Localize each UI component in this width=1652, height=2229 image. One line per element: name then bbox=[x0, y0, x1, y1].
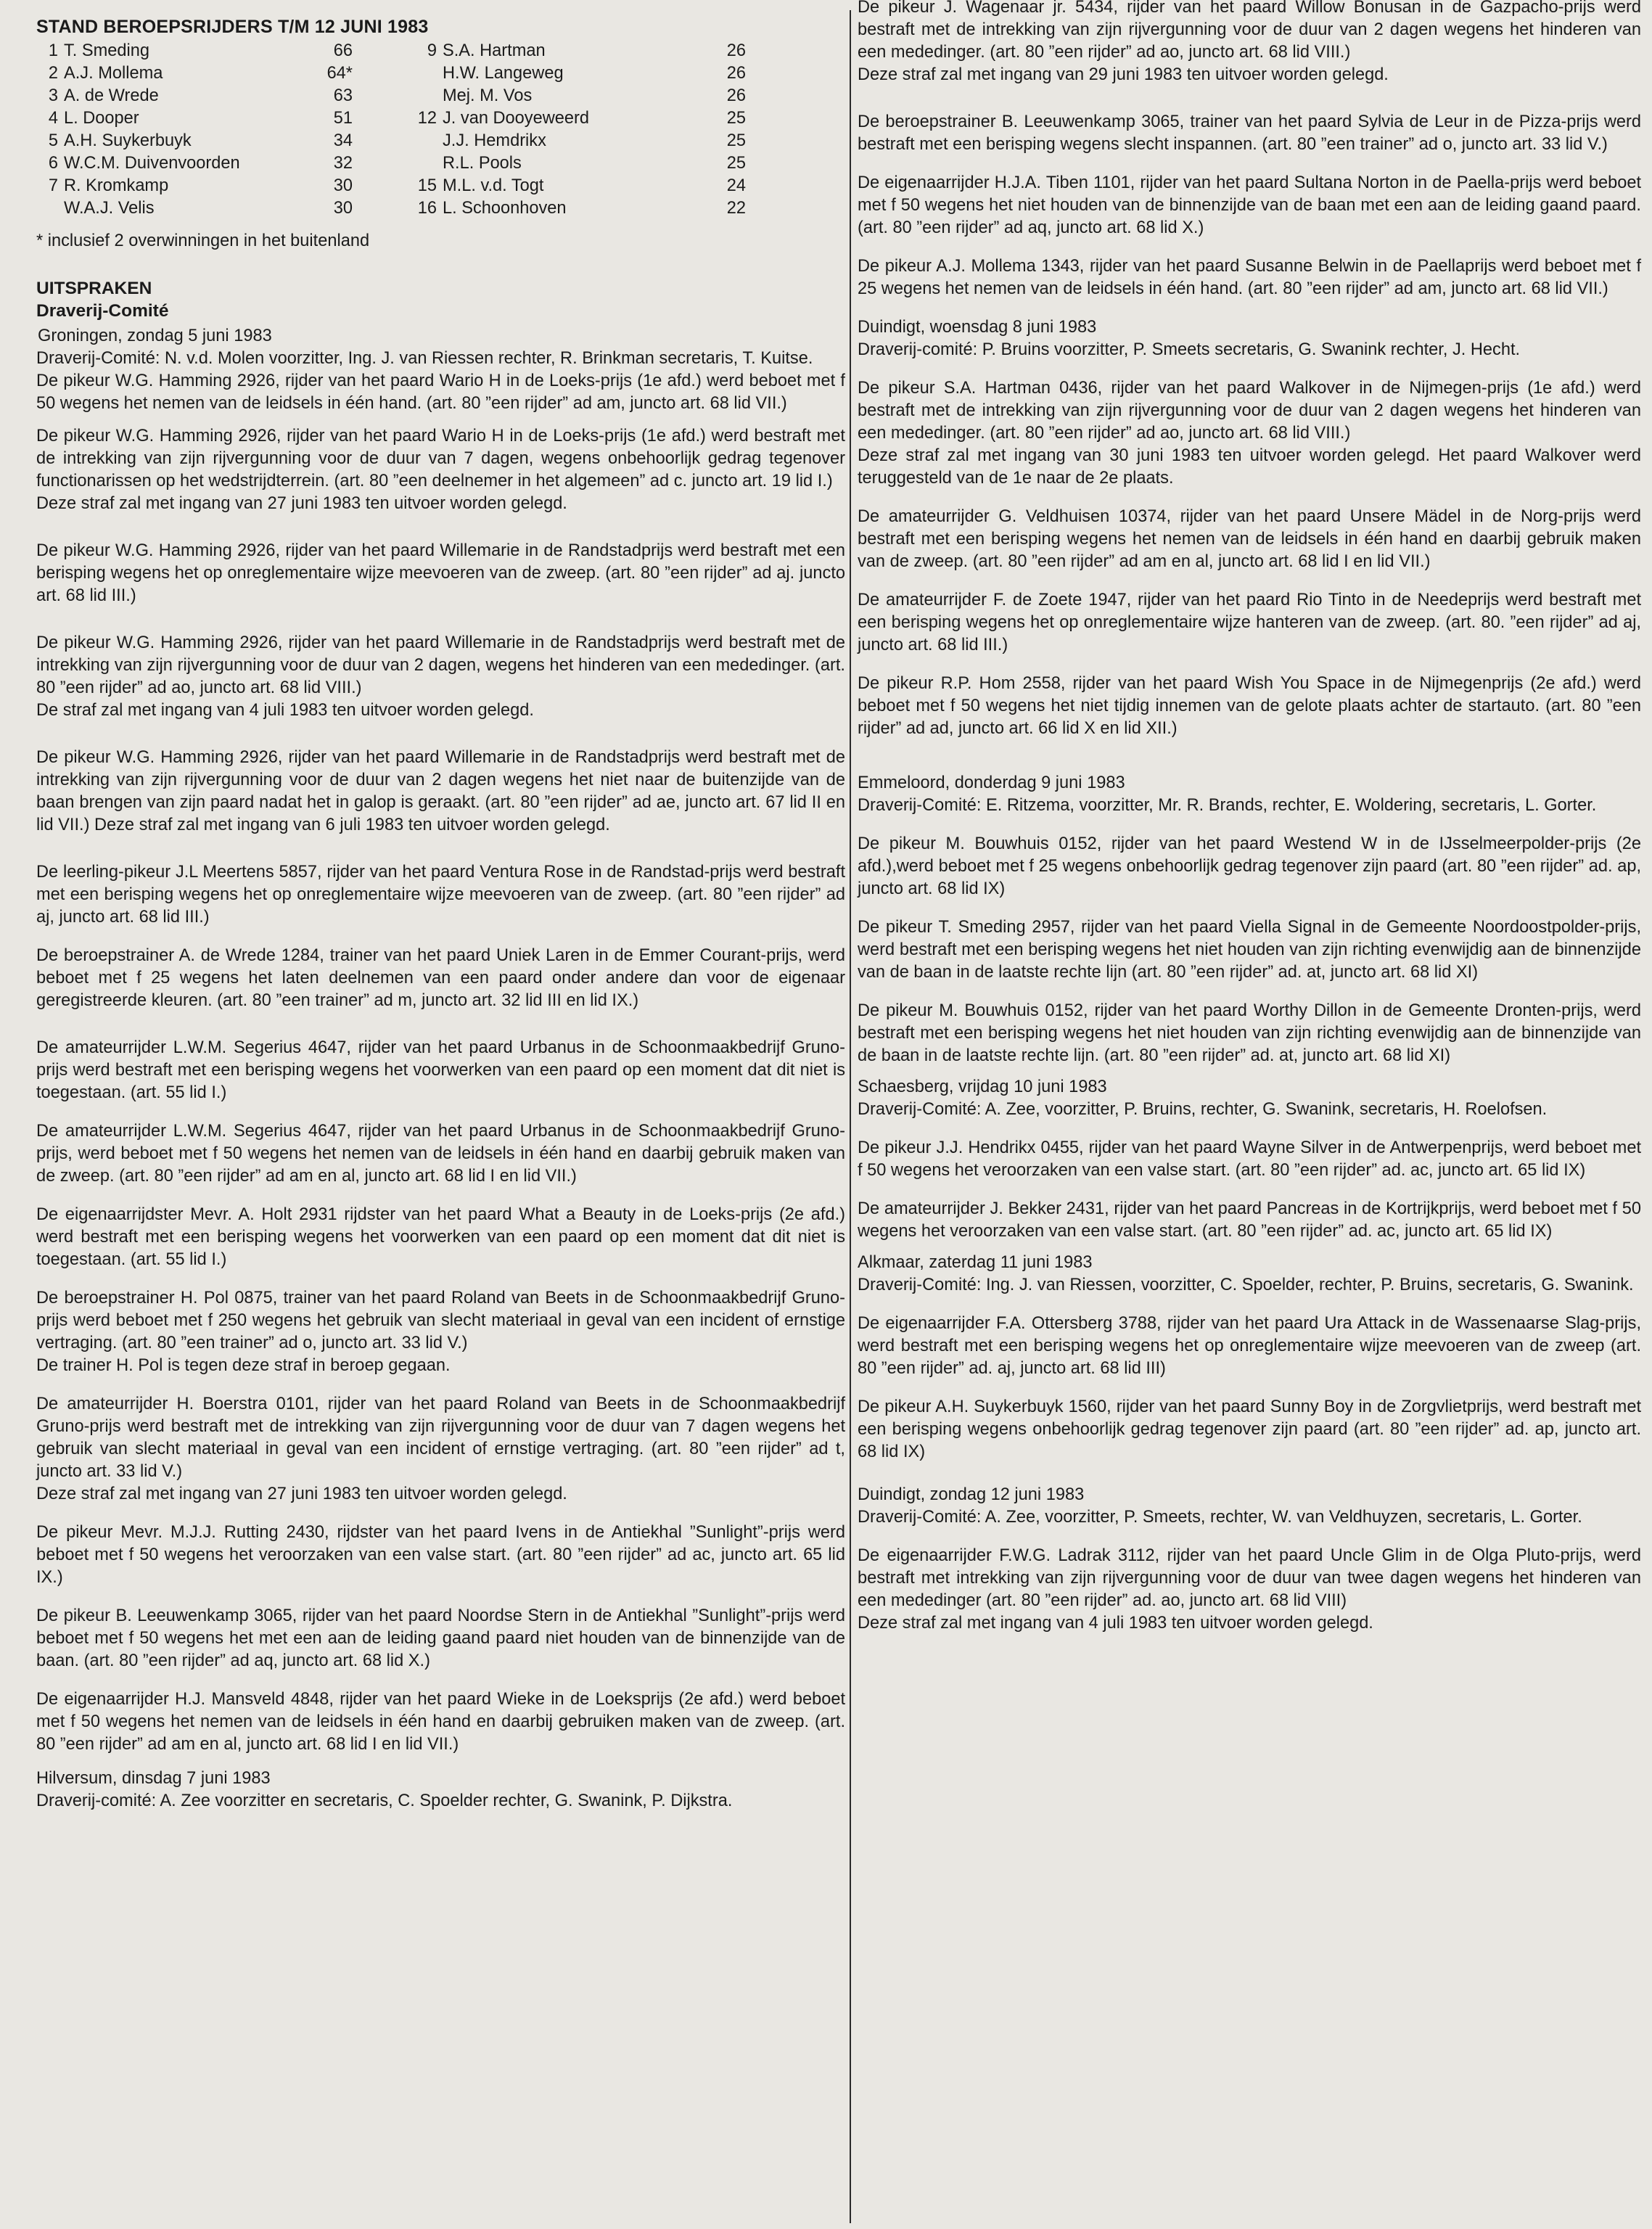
standing-name: A.J. Mollema bbox=[64, 64, 163, 83]
ruling-text: De pikeur R.P. Hom 2558, rijder van het paard Wish You Space in de Nijmegenprijs (2e afd.) werd beboet met f 50 wegens het niet tijdig innemen van de gelote plaats achter de startauto. (art. 80 ”een rijder” ad ad, juncto art. 66 lid X en lid XII.) bbox=[858, 674, 1641, 738]
standing-rank: 5 bbox=[48, 131, 58, 150]
ruling-text: De eigenaarrijder H.J. Mansveld 4848, rijder van het paard Wieke in de Loeksprijs (2e afd.) werd beboet met f 50 wegens het nemen van de leidsels in één hand en daarbij gebruiken maken van de zweep. (art. 80 ”een rijder” ad am en al, juncto art. 68 lid I en lid VII.) bbox=[36, 1690, 845, 1754]
standing-points: 63 bbox=[333, 86, 353, 105]
meeting-header bbox=[858, 1252, 1641, 1297]
meeting-members: Draverij-Comité: N. v.d. Molen voorzitter, Ing. J. van Riessen rechter, R. Brinkman secretaris, T. Kuitse. bbox=[36, 349, 813, 368]
meeting-header bbox=[858, 316, 1641, 361]
standing-spacer bbox=[358, 62, 409, 85]
meeting-place: Hilversum, dinsdag 7 juni 1983 bbox=[36, 1769, 271, 1788]
ruling-text: De eigenaarrijdster Mevr. A. Holt 2931 rijdster van het paard What a Beauty in de Loeks-prijs (2e afd.) werd bestraft met een berisping wegens het voorwerken van een paard op een moment dat dit niet is toegestaan. (art. 55 lid I.) bbox=[36, 1205, 845, 1269]
meeting-members: Draverij-Comité: E. Ritzema, voorzitter, Mr. R. Brands, rechter, E. Woldering, secretaris, L. Gorter. bbox=[858, 796, 1597, 815]
meeting-members: Draverij-comité: P. Bruins voorzitter, P. Smeets secretaris, G. Swanink rechter, J. Hecht. bbox=[858, 340, 1521, 359]
standing-rank bbox=[415, 130, 437, 152]
ruling bbox=[858, 377, 1641, 490]
standing-rank: 16 bbox=[417, 199, 437, 218]
ruling bbox=[858, 1000, 1641, 1067]
section-title: UITSPRAKEN bbox=[36, 279, 152, 298]
meeting-place: Duindigt, woensdag 8 juni 1983 bbox=[858, 318, 1097, 337]
ruling-text: De pikeur W.G. Hamming 2926, rijder van het paard Willemarie in de Randstadprijs werd bestraft met een berisping wegens het op onreglementaire wijze meevoeren van de zweep. (art. 80 ”een rijder” ad aj. juncto art. 68 lid III.) bbox=[36, 541, 845, 605]
standing-points: 22 bbox=[726, 199, 746, 218]
ruling bbox=[36, 425, 845, 515]
meeting-members: Draverij-Comité: A. Zee, voorzitter, P. Smeets, rechter, W. van Veldhuyzen, secretaris, L. Gorter. bbox=[858, 1508, 1582, 1527]
meeting-place: Emmeloord, donderdag 9 juni 1983 bbox=[858, 773, 1125, 792]
ruling-text: De beroepstrainer H. Pol 0875, trainer van het paard Roland van Beets in de Schoonmaakbedrijf Gruno-prijs werd beboet met f 250 wegens het gebruik van slecht materiaal in geval van een incident of ernstige vertraging. (art. 80 ”een trainer” ad o, juncto art. 33 lid V.) bbox=[36, 1289, 845, 1352]
standing-name: L. Dooper bbox=[64, 109, 139, 128]
ruling-text: De pikeur B. Leeuwenkamp 3065, rijder van het paard Noordse Stern in de Antiekhal ”Sunlight”-prijs werd beboet met f 50 wegens het met een aan de leiding gaand paard niet houden van de binnenzijde van de baan. (art. 80 ”een rijder” ad aq, juncto art. 68 lid X.) bbox=[36, 1606, 845, 1670]
ruling bbox=[858, 1396, 1641, 1464]
ruling bbox=[858, 833, 1641, 900]
ruling bbox=[858, 1545, 1641, 1635]
ruling-text: De pikeur T. Smeding 2957, rijder van het paard Viella Signal in de Gemeente Noordoostpolder-prijs, werd bestraft met een berisping wegens het niet houden van zijn richting evenwijdig aan de binnenzijde van de baan in de laatste rechte lijn (art. 80 ”een rijder” ad. at, juncto art. 68 lid XI) bbox=[858, 918, 1641, 982]
standing-spacer bbox=[358, 197, 409, 220]
standing-name: L. Schoonhoven bbox=[443, 199, 567, 218]
ruling bbox=[858, 673, 1641, 740]
standing-name: W.A.J. Velis bbox=[64, 199, 155, 218]
meeting-header bbox=[36, 325, 845, 370]
ruling-text: De amateurrijder H. Boerstra 0101, rijder van het paard Roland van Beets in de Schoonmaakbedrijf Gruno-prijs werd bestraft met de intrekking van zijn rijvergunning voor de duur van 7 dagen wegens het gebruik van slecht materiaal in geval van een incident of ernstige vertraging. (art. 80 ”een rijder” ad t, juncto art. 33 lid V.) bbox=[36, 1395, 845, 1481]
ruling bbox=[858, 506, 1641, 573]
ruling bbox=[36, 1120, 845, 1188]
ruling bbox=[36, 1688, 845, 1756]
ruling-text: De leerling-pikeur J.L Meertens 5857, rijder van het paard Ventura Rose in de Randstad-prijs werd bestraft met een berisping wegens het op onreglementaire wijze meevoeren van de zweep. (art. 80 ”een rijder” ad aj, juncto art. 68 lid III.) bbox=[36, 863, 845, 927]
standing-points: 51 bbox=[333, 109, 353, 128]
ruling bbox=[36, 632, 845, 722]
ruling bbox=[36, 1605, 845, 1672]
ruling bbox=[36, 861, 845, 929]
ruling-text: De pikeur J.J. Hendrikx 0455, rijder van het paard Wayne Silver in de Antwerpenprijs, werd beboet met f 50 wegens het veroorzaken van een valse start. (art. 80 ”een rijder” ad. ac, juncto art. 65 lid IX) bbox=[858, 1138, 1641, 1180]
ruling-note: Deze straf zal met ingang van 27 juni 1983 ten uitvoer worden gelegd. bbox=[36, 494, 567, 513]
standing-name: A. de Wrede bbox=[64, 86, 159, 105]
standing-points: 30 bbox=[333, 176, 353, 195]
standing-spacer bbox=[358, 85, 409, 107]
ruling bbox=[36, 1287, 845, 1377]
standing-rank: 7 bbox=[48, 176, 58, 195]
standing-rank: 12 bbox=[417, 109, 437, 128]
meeting-header bbox=[858, 1076, 1641, 1121]
standing-spacer bbox=[358, 130, 409, 152]
meeting-header bbox=[36, 1768, 845, 1813]
standing-points: 25 bbox=[726, 131, 746, 150]
meeting-place: Duindigt, zondag 12 juni 1983 bbox=[858, 1485, 1085, 1504]
standing-name: H.W. Langeweg bbox=[443, 64, 564, 83]
meeting-members: Draverij-Comité: Ing. J. van Riessen, voorzitter, C. Spoelder, rechter, P. Bruins, secretaris, G. Swanink. bbox=[858, 1276, 1634, 1294]
ruling-text: De pikeur W.G. Hamming 2926, rijder van het paard Willemarie in de Randstadprijs werd bestraft met de intrekking van zijn rijvergunning voor de duur van 2 dagen wegens het niet naar de buitenzijde van de baan brengen van zijn paard nadat het in galop is geraakt. (art. 80 ”een rijder” ad ae, juncto art. 67 lid II en lid VII.) Deze straf zal met ingang van 6 juli 1983 ten uitvoer worden gelegd. bbox=[36, 748, 845, 834]
ruling-text: De amateurrijder F. de Zoete 1947, rijder van het paard Rio Tinto in de Needeprijs werd bestraft met een berisping wegens het op onreglementaire wijze hanteren van de zweep. (art. 80. ”een rijder” ad aj, juncto art. 68 lid III.) bbox=[858, 591, 1641, 654]
standing-points: 64* bbox=[326, 64, 353, 83]
standing-points: 25 bbox=[726, 154, 746, 173]
meeting-place: Groningen, zondag 5 juni 1983 bbox=[38, 327, 272, 345]
standing-points: 24 bbox=[726, 176, 746, 195]
ruling-note: De straf zal met ingang van 4 juli 1983 ten uitvoer worden gelegd. bbox=[36, 701, 534, 720]
standing-rank bbox=[415, 62, 437, 85]
meeting-members: Draverij-Comité: A. Zee, voorzitter, P. Bruins, rechter, G. Swanink, secretaris, H. Roelofsen. bbox=[858, 1100, 1548, 1119]
ruling bbox=[36, 1522, 845, 1589]
meeting-place: Alkmaar, zaterdag 11 juni 1983 bbox=[858, 1253, 1093, 1272]
standing-rank bbox=[415, 152, 437, 175]
ruling-note: De trainer H. Pol is tegen deze straf in beroep gegaan. bbox=[36, 1356, 451, 1375]
standing-spacer bbox=[358, 152, 409, 175]
standing-rank: 3 bbox=[48, 86, 58, 105]
standing-rank bbox=[415, 85, 437, 107]
meeting-header bbox=[858, 772, 1641, 817]
ruling-text: De pikeur Mevr. M.J.J. Rutting 2430, rijdster van het paard Ivens in de Antiekhal ”Sunlight”-prijs werd beboet met f 50 wegens het veroorzaken van een valse start. (art. 80 ”een rijder” ad ac, juncto art. 65 lid IX.) bbox=[36, 1523, 845, 1587]
standing-points: 26 bbox=[726, 64, 746, 83]
ruling bbox=[36, 1037, 845, 1104]
ruling-note: Deze straf zal met ingang van 4 juli 1983 ten uitvoer worden gelegd. bbox=[858, 1614, 1373, 1633]
standing-rank: 15 bbox=[417, 176, 437, 195]
ruling bbox=[36, 540, 845, 607]
right-column bbox=[858, 0, 1641, 1635]
standing-rank bbox=[36, 197, 58, 220]
standing-rank: 2 bbox=[48, 64, 58, 83]
standing-name: Mej. M. Vos bbox=[443, 86, 533, 105]
standing-name: R.L. Pools bbox=[443, 154, 522, 173]
stand-title: STAND BEROEPSRIJDERS T/M 12 JUNI 1983 bbox=[36, 17, 429, 37]
ruling bbox=[858, 1198, 1641, 1243]
meeting-members: Draverij-comité: A. Zee voorzitter en secretaris, C. Spoelder rechter, G. Swanink, P. Dijkstra. bbox=[36, 1791, 733, 1810]
ruling-text: De pikeur W.G. Hamming 2926, rijder van het paard Willemarie in de Randstadprijs werd bestraft met de intrekking van zijn rijvergunning voor de duur van 2 dagen, wegens het hinderen van een mededinger. (art. 80 ”een rijder” ad ao, juncto art. 68 lid VIII.) bbox=[36, 633, 845, 697]
left-column bbox=[36, 16, 845, 1813]
ruling-text: De eigenaarrijder H.J.A. Tiben 1101, rijder van het paard Sultana Norton in de Paella-prijs werd beboet met f 50 wegens het niet houden van de binnenzijde van de baan met een aan de leiding gaand paard. (art. 80 ”een rijder” ad aq, juncto art. 68 lid X.) bbox=[858, 173, 1641, 237]
ruling-text: De amateurrijder G. Veldhuisen 10374, rijder van het paard Unsere Mädel in de Norg-prijs werd bestraft met een berisping wegens het nemen van de leidsels in één hand en daarbij gebruik maken van de zweep. (art. 80 ”een rijder” ad am en al, juncto art. 68 lid I en lid VII.) bbox=[858, 507, 1641, 571]
meeting-header bbox=[858, 1484, 1641, 1529]
standing-points: 66 bbox=[333, 41, 353, 60]
ruling-text: De pikeur A.H. Suykerbuyk 1560, rijder van het paard Sunny Boy in de Zorgvlietprijs, werd bestraft met een berisping wegens onbehoorlijk gedrag tegenover zijn paard (art. 80 ”een rijder” ad. ap, juncto art. 68 lid IX) bbox=[858, 1397, 1641, 1461]
ruling bbox=[858, 172, 1641, 239]
ruling bbox=[36, 1204, 845, 1271]
ruling-text: De pikeur M. Bouwhuis 0152, rijder van het paard Westend W in de IJsselmeerpolder-prijs (2e afd.),werd beboet met f 25 wegens onbehoorlijk gedrag tegenover zijn paard (art. 80 ”een rijder” ad. ap, juncto art. 68 lid IX) bbox=[858, 834, 1641, 898]
standing-points: 32 bbox=[333, 154, 353, 173]
ruling bbox=[858, 111, 1641, 156]
standing-name: J.J. Hemdrikx bbox=[443, 131, 546, 150]
ruling bbox=[36, 747, 845, 837]
ruling-text: De pikeur M. Bouwhuis 0152, rijder van het paard Worthy Dillon in de Gemeente Dronten-prijs, werd bestraft met een berisping wegens het niet houden van zijn richting evenwijdig aan de binnenzijde van de baan in de laatste rechte lijn. (art. 80 ”een rijder” ad. at, juncto art. 68 lid XI) bbox=[858, 1001, 1641, 1065]
ruling bbox=[858, 589, 1641, 657]
standing-points: 26 bbox=[726, 41, 746, 60]
ruling bbox=[858, 1137, 1641, 1182]
standing-points: 34 bbox=[333, 131, 353, 150]
ruling bbox=[858, 916, 1641, 984]
standing-rank: 6 bbox=[48, 154, 58, 173]
standing-name: T. Smeding bbox=[64, 41, 150, 60]
ruling bbox=[858, 0, 1641, 86]
standing-points: 30 bbox=[333, 199, 353, 218]
ruling-text: De beroepstrainer A. de Wrede 1284, trainer van het paard Uniek Laren in de Emmer Courant-prijs, werd beboet met f 25 wegens het laten deelnemen van een paard onder andere dan voor de eigenaar geregistreerde kleuren. (art. 80 ”een trainer” ad m, juncto art. 32 lid III en lid IX.) bbox=[36, 946, 845, 1010]
ruling-note: Deze straf zal met ingang van 27 juni 1983 ten uitvoer worden gelegd. bbox=[36, 1485, 567, 1503]
ruling-text: De pikeur W.G. Hamming 2926, rijder van het paard Wario H in de Loeks-prijs (1e afd.) werd bestraft met de intrekking van zijn rijvergunning voor de duur van 7 dagen, wegens onbehoorlijk gedrag tegenover functionarissen op het wedstrijdterrein. (art. 80 ”een deelnemer in het algemeen” ad c. juncto art. 19 lid I.) bbox=[36, 427, 845, 490]
ruling-note: Deze straf zal met ingang van 29 juni 1983 ten uitvoer worden gelegd. bbox=[858, 65, 1389, 84]
ruling-text: De pikeur A.J. Mollema 1343, rijder van het paard Susanne Belwin in de Paellaprijs werd beboet met f 25 wegens het nemen van de leidsels in één hand. (art. 80 ”een rijder” ad am, juncto art. 68 lid VII.) bbox=[858, 257, 1641, 298]
standings-footnote: * inclusief 2 overwinningen in het buitenland bbox=[36, 231, 370, 250]
ruling-text: De eigenaarrijder F.A. Ottersberg 3788, rijder van het paard Ura Attack in de Wassenaarse Slag-prijs, werd bestraft met een berisping wegens het op onreglementaire wijze meevoeren van de zweep (art. 80 ”een rijder” ad. aj, juncto art. 68 lid III) bbox=[858, 1314, 1641, 1378]
column-divider bbox=[850, 10, 851, 2223]
ruling-note: Deze straf zal met ingang van 30 juni 1983 ten uitvoer worden gelegd. Het paard Walkover werd teruggesteld van de 1e naar de 2e plaats. bbox=[858, 446, 1641, 488]
standing-rank: 9 bbox=[427, 41, 437, 60]
ruling-text: De amateurrijder L.W.M. Segerius 4647, rijder van het paard Urbanus in de Schoonmaakbedrijf Gruno-prijs, werd beboet met f 50 wegens het nemen van de leidsels in één hand en daarbij gebruik maken van de zweep. (art. 80 ”een rijder” ad am en al, juncto art. 68 lid I en lid VII.) bbox=[36, 1122, 845, 1186]
ruling bbox=[36, 1393, 845, 1506]
standing-name: W.C.M. Duivenvoorden bbox=[64, 154, 240, 173]
ruling bbox=[858, 1313, 1641, 1380]
committee-heading: Draverij-Comité bbox=[36, 301, 169, 321]
standing-name: A.H. Suykerbuyk bbox=[64, 131, 192, 150]
standing-name: J. van Dooyeweerd bbox=[443, 109, 589, 128]
standings-table bbox=[36, 40, 845, 220]
standing-spacer bbox=[358, 107, 409, 130]
standing-spacer bbox=[358, 175, 409, 197]
standing-rank: 1 bbox=[48, 41, 58, 60]
standing-name: S.A. Hartman bbox=[443, 41, 546, 60]
meeting-place: Schaesberg, vrijdag 10 juni 1983 bbox=[858, 1077, 1107, 1096]
ruling-text: De pikeur S.A. Hartman 0436, rijder van het paard Walkover in de Nijmegen-prijs (1e afd.) werd bestraft met de intrekking van zijn rijvergunning voor de duur van 2 dagen wegens het hinderen van een mededinger. (art. 80 ”een rijder” ad ao, juncto art. 68 lid VIII.) bbox=[858, 379, 1641, 443]
ruling bbox=[36, 945, 845, 1012]
ruling-text: De pikeur W.G. Hamming 2926, rijder van het paard Wario H in de Loeks-prijs (1e afd.) werd beboet met f 50 wegens het nemen van de leidsels in één hand. (art. 80 ”een rijder” ad am, juncto art. 68 lid VII.) bbox=[36, 372, 845, 413]
standing-points: 25 bbox=[726, 109, 746, 128]
ruling-text: De amateurrijder J. Bekker 2431, rijder van het paard Pancreas in de Kortrijkprijs, werd beboet met f 50 wegens het veroorzaken van een valse start. (art. 80 ”een rijder” ad. ac, juncto art. 65 lid IX) bbox=[858, 1199, 1641, 1241]
ruling-text: De beroepstrainer B. Leeuwenkamp 3065, trainer van het paard Sylvia de Leur in de Pizza-prijs werd bestraft met een berisping wegens slecht inspannen. (art. 80 ”een trainer” ad o, juncto art. 33 lid V.) bbox=[858, 112, 1641, 154]
standing-points: 26 bbox=[726, 86, 746, 105]
standing-rank: 4 bbox=[48, 109, 58, 128]
ruling bbox=[858, 255, 1641, 300]
ruling-text: De amateurrijder L.W.M. Segerius 4647, rijder van het paard Urbanus in de Schoonmaakbedrijf Gruno-prijs werd bestraft met een berisping wegens het voorwerken van een paard op een moment dat dit niet is toegestaan. (art. 55 lid I.) bbox=[36, 1038, 845, 1102]
ruling bbox=[36, 370, 845, 415]
standing-name: R. Kromkamp bbox=[64, 176, 169, 195]
standing-spacer bbox=[358, 40, 409, 62]
standing-name: M.L. v.d. Togt bbox=[443, 176, 544, 195]
ruling-text: De pikeur J. Wagenaar jr. 5434, rijder van het paard Willow Bonusan in de Gazpacho-prijs werd bestraft met de intrekking van zijn rijvergunning voor de duur van 2 dagen wegens het hinderen van een mededinger. (art. 80 ”een rijder” ad ao, juncto art. 68 lid VIII.) bbox=[858, 0, 1641, 62]
ruling-text: De eigenaarrijder F.W.G. Ladrak 3112, rijder van het paard Uncle Glim in de Olga Pluto-prijs, werd bestraft met intrekking van zijn rijvergunning voor de duur van twee dagen wegens het hinderen van een mededinger (art. 80 ”een rijder” ad. ao, juncto art. 68 lid VIII) bbox=[858, 1546, 1641, 1610]
